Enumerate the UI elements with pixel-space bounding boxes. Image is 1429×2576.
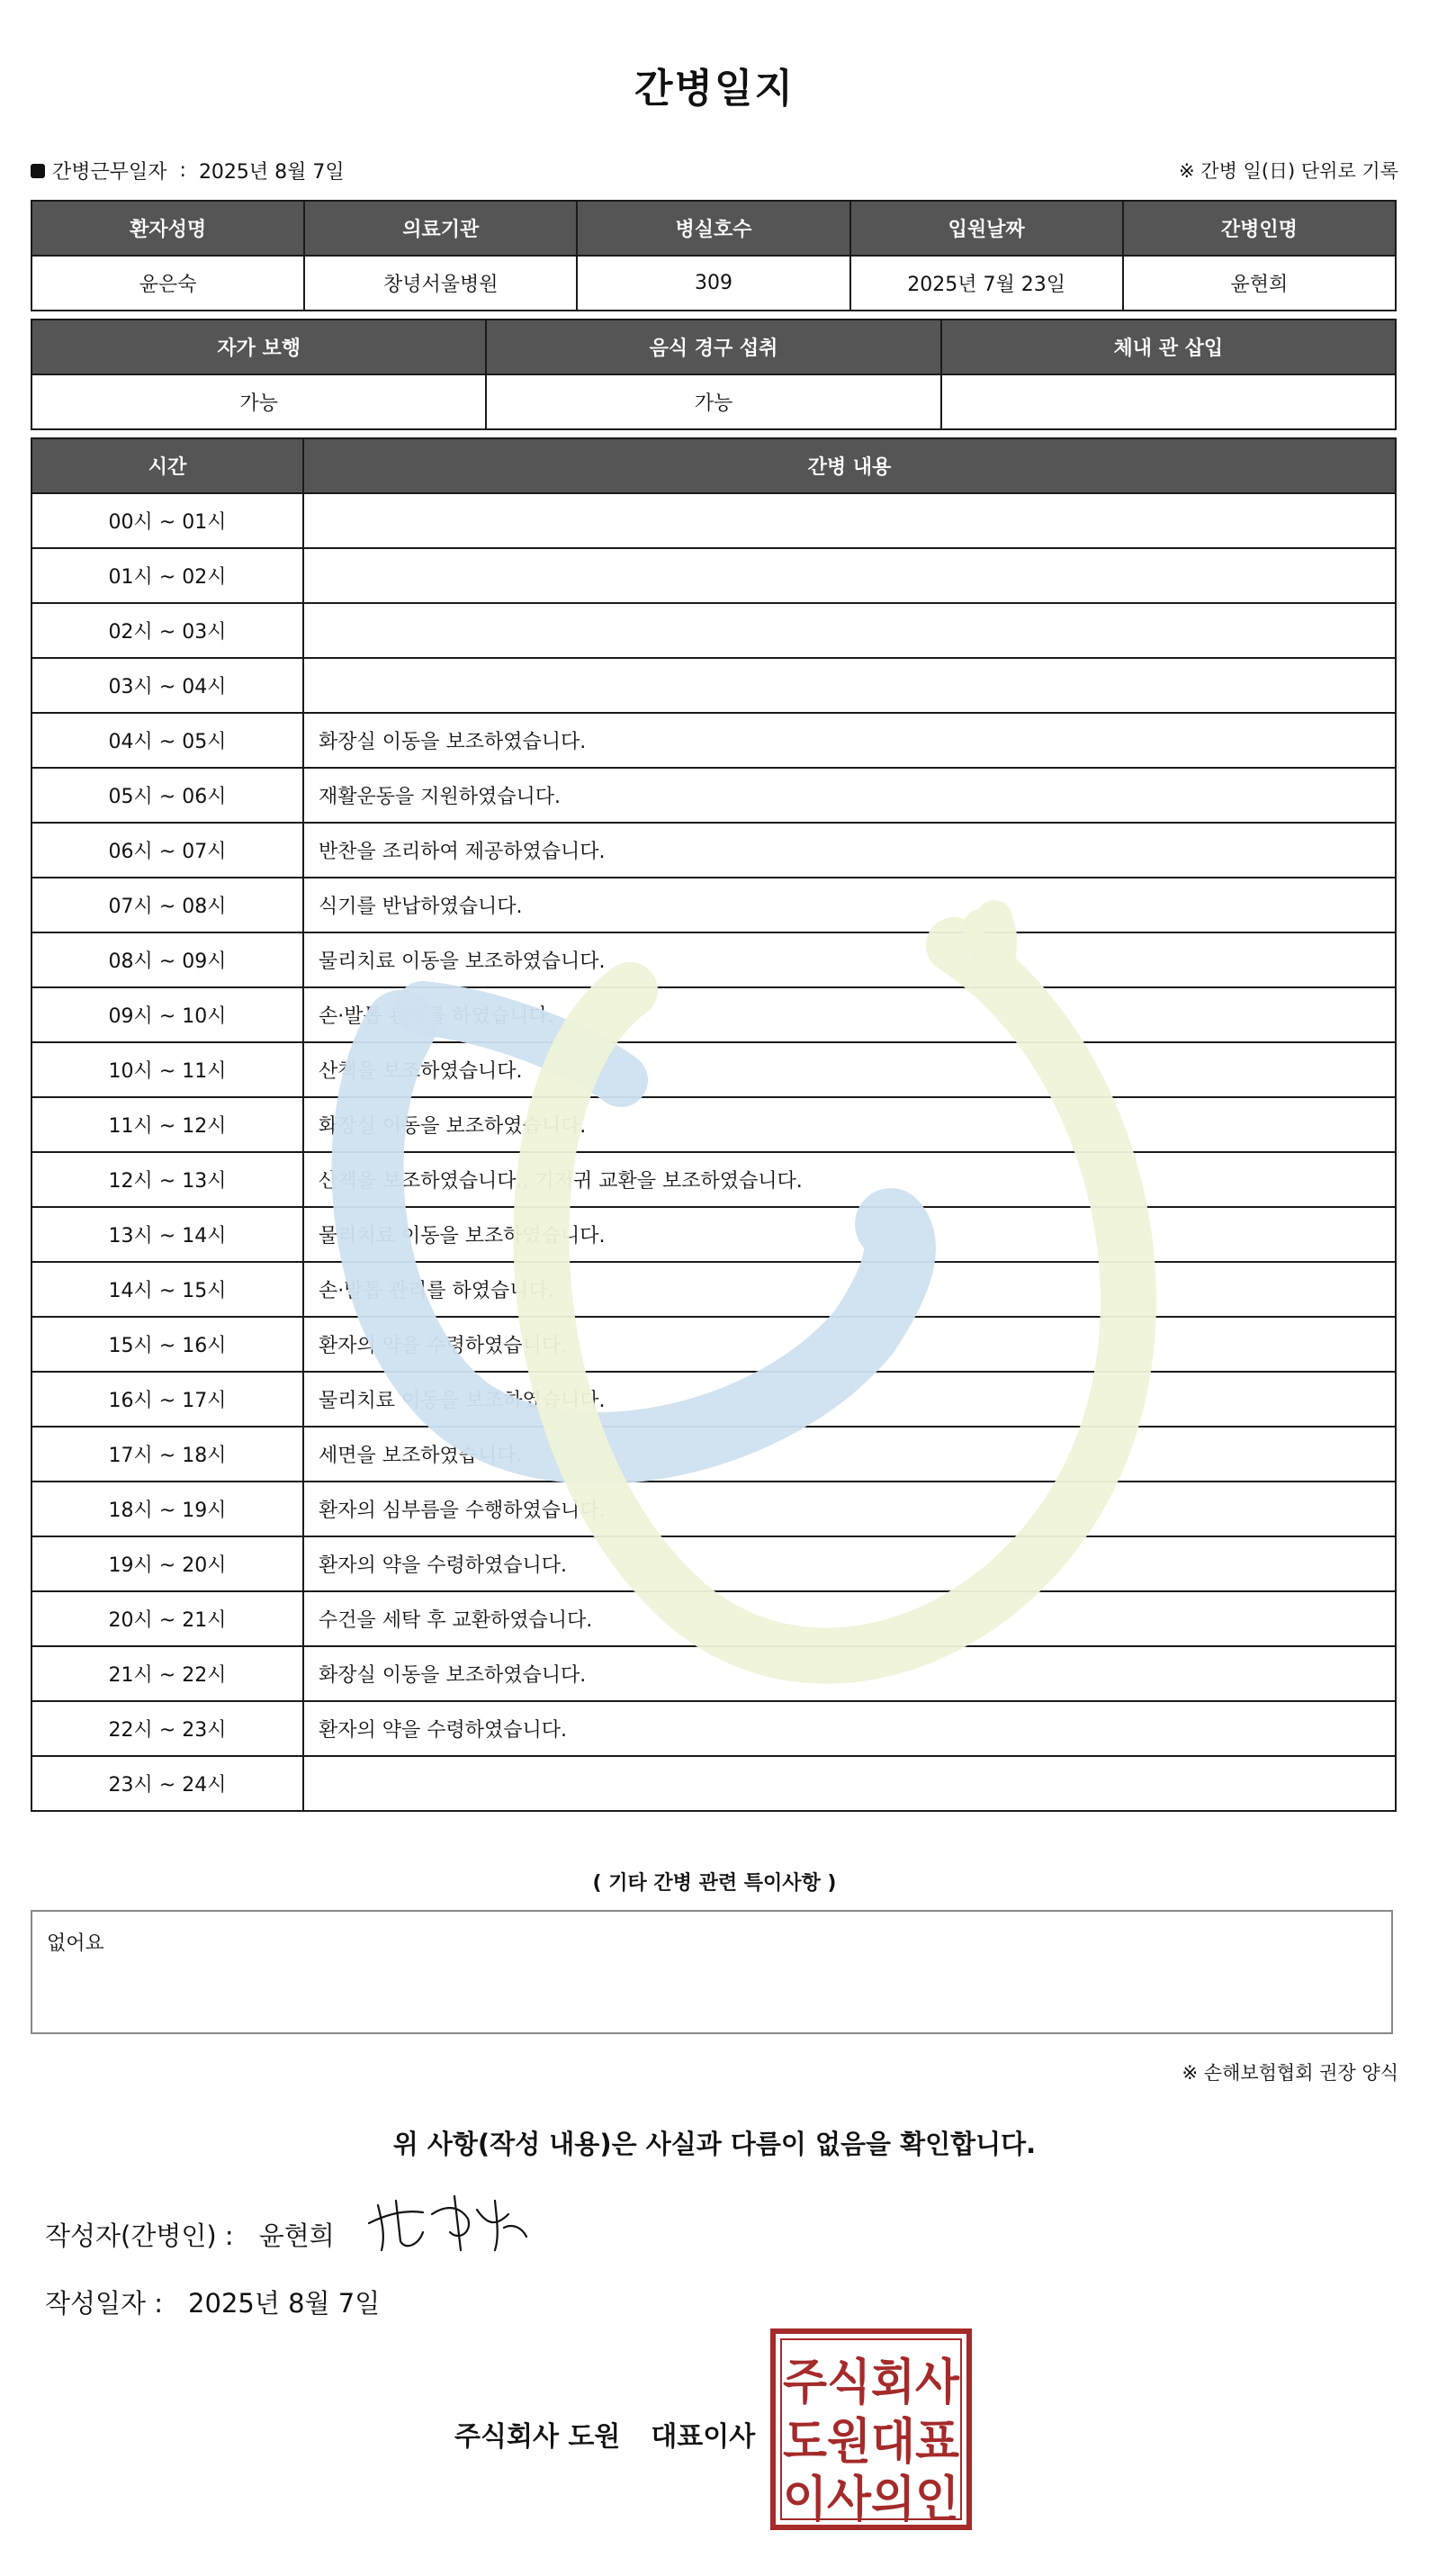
room-number: 309 xyxy=(577,256,849,311)
care-log-time: 09시 ~ 10시 xyxy=(31,987,303,1042)
care-log-content xyxy=(303,603,1396,658)
care-log-time: 14시 ~ 15시 xyxy=(31,1262,303,1317)
care-log-time: 17시 ~ 18시 xyxy=(31,1427,303,1482)
care-log-time: 04시 ~ 05시 xyxy=(31,713,303,768)
care-log-content: 세면을 보조하였습니다. xyxy=(303,1427,1396,1482)
care-log-time: 10시 ~ 11시 xyxy=(31,1042,303,1097)
patient-info-value-row xyxy=(31,256,1396,311)
care-log-row xyxy=(31,1536,1396,1591)
care-log-row xyxy=(31,1482,1396,1536)
care-log-content: 물리치료 이동을 보조하였습니다. xyxy=(303,1372,1396,1427)
care-log-row xyxy=(31,1427,1396,1482)
care-log-time: 12시 ~ 13시 xyxy=(31,1152,303,1207)
care-log-time: 20시 ~ 21시 xyxy=(31,1591,303,1646)
header-oral-intake: 음식 경구 섭취 xyxy=(486,320,940,374)
record-unit-note: ※ 간병 일(日) 단위로 기록 xyxy=(1179,160,1398,182)
square-bullet-icon xyxy=(31,164,45,178)
patient-info-table xyxy=(31,200,1397,311)
writer-name: 윤현희 xyxy=(258,2220,335,2251)
care-log-row xyxy=(31,1701,1396,1756)
care-log-time: 13시 ~ 14시 xyxy=(31,1207,303,1262)
care-log-time: 08시 ~ 09시 xyxy=(31,932,303,987)
care-log-content xyxy=(303,1756,1396,1811)
header-patient-name: 환자성명 xyxy=(31,201,304,256)
company-signature-line xyxy=(454,2414,755,2454)
care-log-row xyxy=(31,768,1396,823)
written-date-value: 2025년 8월 7일 xyxy=(188,2288,381,2319)
header-admission-date: 입원날짜 xyxy=(850,201,1123,256)
special-notes-content: 없어요 xyxy=(47,1932,104,1955)
care-log-row xyxy=(31,1317,1396,1372)
special-notes-title: ( 기타 간병 관련 특이사항 ) xyxy=(592,1872,837,1895)
seal-line-3: 이사의인 xyxy=(783,2471,959,2527)
care-log-row xyxy=(31,548,1396,603)
handwritten-signature xyxy=(360,2187,531,2259)
header-self-walking: 자가 보행 xyxy=(31,320,486,374)
care-log-row xyxy=(31,1207,1396,1262)
header-caregiver-name: 간병인명 xyxy=(1123,201,1396,256)
care-log-row xyxy=(31,1097,1396,1152)
care-log-row xyxy=(31,603,1396,658)
company-name: 주식회사 도원 xyxy=(454,2421,621,2453)
patient-status-table xyxy=(31,319,1397,430)
care-log-row xyxy=(31,878,1396,932)
care-log-row xyxy=(31,823,1396,878)
care-log-content: 환자의 심부름을 수행하였습니다. xyxy=(303,1482,1396,1536)
care-log-time: 05시 ~ 06시 xyxy=(31,768,303,823)
care-log-row xyxy=(31,1591,1396,1646)
patient-status-header-row xyxy=(31,320,1396,374)
care-log-time: 02시 ~ 03시 xyxy=(31,603,303,658)
care-log-time: 23시 ~ 24시 xyxy=(31,1756,303,1811)
care-log-content: 화장실 이동을 보조하였습니다. xyxy=(303,1646,1396,1701)
hospital-name: 창녕서울병원 xyxy=(304,256,577,311)
duty-date-colon: : xyxy=(179,159,186,182)
care-log-rows xyxy=(31,493,1396,1811)
care-log-content: 물리치료 이동을 보조하였습니다. xyxy=(303,1207,1396,1262)
care-log-time: 01시 ~ 02시 xyxy=(31,548,303,603)
care-log-content xyxy=(303,493,1396,548)
header-time: 시간 xyxy=(31,438,303,493)
header-care-content: 간병 내용 xyxy=(303,438,1396,493)
admission-date: 2025년 7월 23일 xyxy=(850,256,1123,311)
care-log-content: 산책을 보조하였습니다., 기저귀 교환을 보조하였습니다. xyxy=(303,1152,1396,1207)
writer-label: 작성자(간병인) : xyxy=(45,2220,234,2251)
care-log-time: 11시 ~ 12시 xyxy=(31,1097,303,1152)
care-log-content: 산책을 보조하였습니다. xyxy=(303,1042,1396,1097)
care-log-table xyxy=(31,437,1397,1812)
care-log-time: 18시 ~ 19시 xyxy=(31,1482,303,1536)
care-log-row xyxy=(31,1042,1396,1097)
care-log-row xyxy=(31,713,1396,768)
header-tube-insertion: 체내 관 삽입 xyxy=(941,320,1396,374)
care-log-content xyxy=(303,658,1396,713)
confirmation-statement: 위 사항(작성 내용)은 사실과 다름이 없음을 확인합니다. xyxy=(392,2129,1037,2159)
header-hospital: 의료기관 xyxy=(304,201,577,256)
care-log-time: 16시 ~ 17시 xyxy=(31,1372,303,1427)
care-log-content: 반찬을 조리하여 제공하였습니다. xyxy=(303,823,1396,878)
care-log-content: 물리치료 이동을 보조하였습니다. xyxy=(303,932,1396,987)
care-log-time: 15시 ~ 16시 xyxy=(31,1317,303,1372)
caregiver-name: 윤현희 xyxy=(1123,256,1396,311)
duty-date-line xyxy=(31,157,345,185)
care-log-header-row xyxy=(31,438,1396,493)
care-log-content: 손·발톱 관리를 하였습니다. xyxy=(303,987,1396,1042)
patient-status-value-row xyxy=(31,374,1396,429)
care-log-content: 환자의 약을 수령하였습니다. xyxy=(303,1317,1396,1372)
seal-line-2: 도원대표 xyxy=(783,2413,959,2470)
duty-date-label: 간병근무일자 xyxy=(52,161,167,184)
tube-insertion-value xyxy=(941,374,1396,429)
written-date-label: 작성일자 : xyxy=(45,2288,164,2319)
duty-date-value: 2025년 8월 7일 xyxy=(198,161,345,184)
care-log-row xyxy=(31,987,1396,1042)
care-log-content: 환자의 약을 수령하였습니다. xyxy=(303,1701,1396,1756)
company-seal-stamp xyxy=(770,2328,972,2530)
care-log-time: 19시 ~ 20시 xyxy=(31,1536,303,1591)
care-log-content: 환자의 약을 수령하였습니다. xyxy=(303,1536,1396,1591)
seal-line-1: 주식회사 xyxy=(783,2354,960,2410)
writer-line xyxy=(45,2216,335,2253)
written-date-line xyxy=(45,2283,380,2320)
care-log-row xyxy=(31,1646,1396,1701)
special-notes-box xyxy=(31,1910,1393,2034)
care-log-content xyxy=(303,548,1396,603)
care-log-row xyxy=(31,1756,1396,1811)
care-log-row xyxy=(31,1262,1396,1317)
care-log-time: 22시 ~ 23시 xyxy=(31,1701,303,1756)
care-log-content: 손·발톱 관리를 하였습니다. xyxy=(303,1262,1396,1317)
oral-intake-value: 가능 xyxy=(486,374,940,429)
care-log-time: 06시 ~ 07시 xyxy=(31,823,303,878)
care-log-row xyxy=(31,1372,1396,1427)
header-room-number: 병실호수 xyxy=(577,201,849,256)
self-walking-value: 가능 xyxy=(31,374,486,429)
care-log-row xyxy=(31,1152,1396,1207)
document-title: 간병일지 xyxy=(634,66,795,112)
care-log-content: 수건을 세탁 후 교환하였습니다. xyxy=(303,1591,1396,1646)
care-log-time: 00시 ~ 01시 xyxy=(31,493,303,548)
care-log-time: 21시 ~ 22시 xyxy=(31,1646,303,1701)
care-log-content: 화장실 이동을 보조하였습니다. xyxy=(303,1097,1396,1152)
care-log-row xyxy=(31,658,1396,713)
care-log-content: 화장실 이동을 보조하였습니다. xyxy=(303,713,1396,768)
care-log-content: 재활운동을 지원하였습니다. xyxy=(303,768,1396,823)
form-source-note: ※ 손해보험협회 권장 양식 xyxy=(1182,2062,1398,2084)
patient-info-header-row xyxy=(31,201,1396,256)
care-log-row xyxy=(31,932,1396,987)
care-log-content: 식기를 반납하였습니다. xyxy=(303,878,1396,932)
care-log-time: 07시 ~ 08시 xyxy=(31,878,303,932)
company-role: 대표이사 xyxy=(651,2421,756,2453)
care-log-time: 03시 ~ 04시 xyxy=(31,658,303,713)
patient-name: 윤은숙 xyxy=(31,256,304,311)
care-log-row xyxy=(31,493,1396,548)
